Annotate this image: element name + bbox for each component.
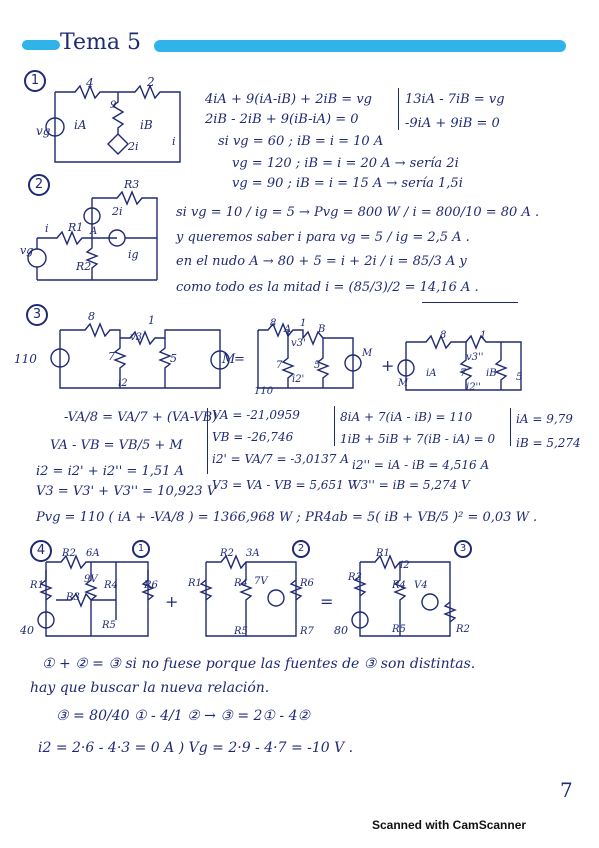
- p1-line-3: si vg = 60 ; iB = i = 10 A: [218, 134, 384, 149]
- problem-1-number: 1: [24, 70, 46, 92]
- p3a-r1: 1: [300, 318, 307, 329]
- p3-result-ia: iA = 9,79: [516, 412, 573, 426]
- p3-i2: i2: [118, 378, 128, 389]
- p3-right-line-3: i2'' = iA - iB = 4,516 A: [352, 458, 490, 472]
- p1-r-top-left: 4: [86, 76, 94, 90]
- p3b-r5: 5: [516, 372, 523, 383]
- problem-1-circuit: [30, 72, 200, 172]
- p2-source-v: vg: [20, 244, 34, 257]
- p3-left-line-2: VA - VB = VB/5 + M: [50, 438, 183, 453]
- p1-line-1: 4iA + 9(iA-iB) + 2iB = vg: [205, 92, 373, 107]
- p2-dep-source: 2i: [112, 205, 123, 218]
- p3a-r7: 7: [276, 360, 283, 371]
- problem-4-circuit-2: [186, 550, 316, 645]
- p1-brace: [398, 88, 399, 130]
- p3-r7: 7: [108, 350, 115, 363]
- p3b-v3pp: v3'': [466, 352, 484, 363]
- p4c3-r5: R5: [392, 624, 406, 635]
- problem-4-number: 4: [30, 540, 52, 562]
- p4c2-r6: R6: [300, 578, 314, 589]
- p3-right-line-1: 8iA + 7(iA - iB) = 110: [340, 410, 473, 424]
- p4c1-r6: R6: [144, 580, 158, 591]
- scanner-footer: Scanned with CamScanner: [372, 818, 527, 832]
- p3a-i2: i2': [292, 374, 305, 385]
- p3-mid-line-4: V3 = VA - VB = 5,651 V: [212, 478, 357, 492]
- problem-4-circuit-1: [36, 550, 166, 645]
- p4-label-3: 3: [454, 540, 472, 558]
- p3-right-line-2: 1iB + 5iB + 7(iB - iA) = 0: [340, 432, 496, 446]
- p4-label-1: 1: [132, 540, 150, 558]
- p2-r2: R2: [76, 260, 92, 273]
- p2-line-2: y queremos saber i para vg = 5 / ig = 2,5 A .: [176, 230, 470, 245]
- p2-source-i: ig: [128, 248, 139, 261]
- p3-brace-mid: [207, 408, 208, 474]
- p4c3-src: 80: [334, 624, 348, 637]
- p4c2-ia: 3A: [246, 548, 260, 559]
- page-title: Tema 5: [60, 30, 141, 55]
- p4c3-v4: V4: [414, 580, 428, 591]
- p3a-r5: 5: [314, 360, 321, 371]
- p2-line-3: en el nudo A → 80 + 5 = i + 2i / i = 85/3 A y: [176, 254, 467, 269]
- p4c2-r4: R4: [234, 578, 248, 589]
- p3a-node-a: A: [284, 324, 292, 335]
- problem-3-number: 3: [26, 304, 48, 326]
- p3-r8: 8: [88, 310, 95, 323]
- p4c3-r1: R1: [376, 548, 390, 559]
- p3-mid-line-2: VB = -26,746: [212, 430, 294, 444]
- p4-equals: =: [320, 592, 334, 611]
- p3-source: 110: [14, 352, 37, 366]
- highlight-right: [154, 40, 566, 52]
- p2-current-in: i: [45, 222, 49, 235]
- p3b-ia: iA: [426, 368, 437, 379]
- p3-right-line-4: V3'' = iB = 5,274 V: [352, 478, 470, 492]
- problem-2-number: 2: [28, 174, 50, 196]
- p1-side-line-2: -9iA + 9iB = 0: [405, 116, 500, 131]
- p3-brace-right: [334, 406, 335, 446]
- p3-power-line: Pvg = 110 ( iA + -VA/8 ) = 1366,968 W ; PR4ab = 5( iB + VB/5 )² = 0,03 W .: [36, 510, 538, 525]
- p3a-m: M: [362, 348, 373, 359]
- p1-dep-source: 2i: [128, 140, 139, 153]
- p1-r-top-right: 2: [147, 75, 155, 89]
- p4-line-1: ① + ② = ③ si no fuese porque las fuentes de ③ son distintas.: [42, 656, 476, 672]
- p1-r-mid: 9: [110, 100, 117, 111]
- p4c2-r5: R5: [234, 626, 248, 637]
- p3a-src: 110: [254, 386, 274, 397]
- p4c1-ra: 6A: [86, 548, 100, 559]
- p3a-node-b: B: [318, 324, 326, 335]
- p1-source-label: vg: [36, 124, 51, 138]
- p3a-v3: v3': [291, 338, 306, 349]
- p3-mid-line-3: i2' = VA/7 = -3,0137 A: [212, 452, 349, 466]
- p4-label-2: 2: [292, 540, 310, 558]
- p3-plus: +: [381, 356, 395, 375]
- p4c2-r1: R1: [188, 578, 202, 589]
- p1-line-5: vg = 90 ; iB = i = 15 A → sería 1,5i: [232, 176, 463, 191]
- p4c3-r2: R2: [456, 624, 470, 635]
- page-number: 7: [560, 778, 573, 802]
- p4-line-4: i2 = 2·6 - 4·3 = 0 A ) Vg = 2·9 - 4·7 = -10 V .: [38, 740, 354, 756]
- p4c2-v: 7V: [254, 576, 268, 587]
- p3-v3: v3: [130, 332, 143, 343]
- p3a-r8: 8: [270, 318, 277, 329]
- p3b-r7: 7: [460, 368, 467, 379]
- p4c1-r3: R3: [66, 592, 80, 603]
- p4c3-i2: i2: [400, 560, 410, 571]
- p3-r5: 5: [170, 352, 177, 365]
- p4c3-r4: R4: [392, 580, 406, 591]
- problem-3-circuit: [40, 318, 240, 398]
- p1-side-line-1: 13iA - 7iB = vg: [405, 92, 505, 107]
- p2-answer-underline: [422, 302, 518, 303]
- p4c2-r2: R2: [220, 548, 234, 559]
- p1-mesh-a: iA: [74, 118, 87, 132]
- p2-r1: R1: [68, 221, 84, 234]
- p2-r3: R3: [124, 178, 140, 191]
- p1-current: i: [172, 135, 176, 148]
- p2-line-4: como todo es la mitad i = (85/3)/2 = 14,16 A .: [176, 280, 479, 295]
- p4c3-r3: R3: [348, 572, 362, 583]
- p3-left-line-3: i2 = i2' + i2'' = 1,51 A: [36, 464, 184, 479]
- p3b-i2pp: i2'': [466, 382, 482, 393]
- p4c2-r7: R7: [300, 626, 314, 637]
- p1-line-4: vg = 120 ; iB = i = 20 A → sería 2i: [232, 156, 459, 171]
- p3b-r1: 1: [480, 330, 487, 341]
- p4c1-r5: R5: [102, 620, 116, 631]
- p4c1-v: 9V: [84, 574, 98, 585]
- p4c1-r4: R4: [104, 580, 118, 591]
- p2-node: A: [90, 226, 98, 237]
- p4c1-r2: R2: [62, 548, 76, 559]
- p3-equals: =: [234, 352, 245, 367]
- p3-left-line-1: -VA/8 = VA/7 + (VA-VB): [64, 410, 218, 425]
- p1-line-2: 2iB - 2iB + 9(iB-iA) = 0: [205, 112, 359, 127]
- p3b-ib: iB: [486, 368, 497, 379]
- p4-line-3: ③ = 80/40 ① - 4/1 ② → ③ = 2① - 4②: [56, 708, 311, 724]
- p3b-src: M: [398, 378, 409, 389]
- highlight-left: [22, 40, 60, 50]
- p3b-r8: 8: [440, 330, 447, 341]
- p2-line-1: si vg = 10 / ig = 5 → Pvg = 800 W / i = 800/10 = 80 A .: [176, 205, 540, 220]
- p3-result-ib: iB = 5,274: [516, 436, 581, 450]
- p1-mesh-b: iB: [140, 118, 153, 132]
- p4-line-2: hay que buscar la nueva relación.: [30, 680, 270, 696]
- p3-left-line-4: V3 = V3' + V3'' = 10,923 V: [36, 484, 217, 499]
- p3-r1: 1: [148, 314, 155, 327]
- p3-current-source: M: [222, 352, 236, 367]
- p4c1-src: 40: [20, 624, 34, 637]
- p4c1-r1: R1: [30, 580, 44, 591]
- p4-plus: +: [165, 592, 179, 611]
- p3-brace-results: [510, 408, 511, 446]
- p3-mid-line-1: VA = -21,0959: [212, 408, 300, 422]
